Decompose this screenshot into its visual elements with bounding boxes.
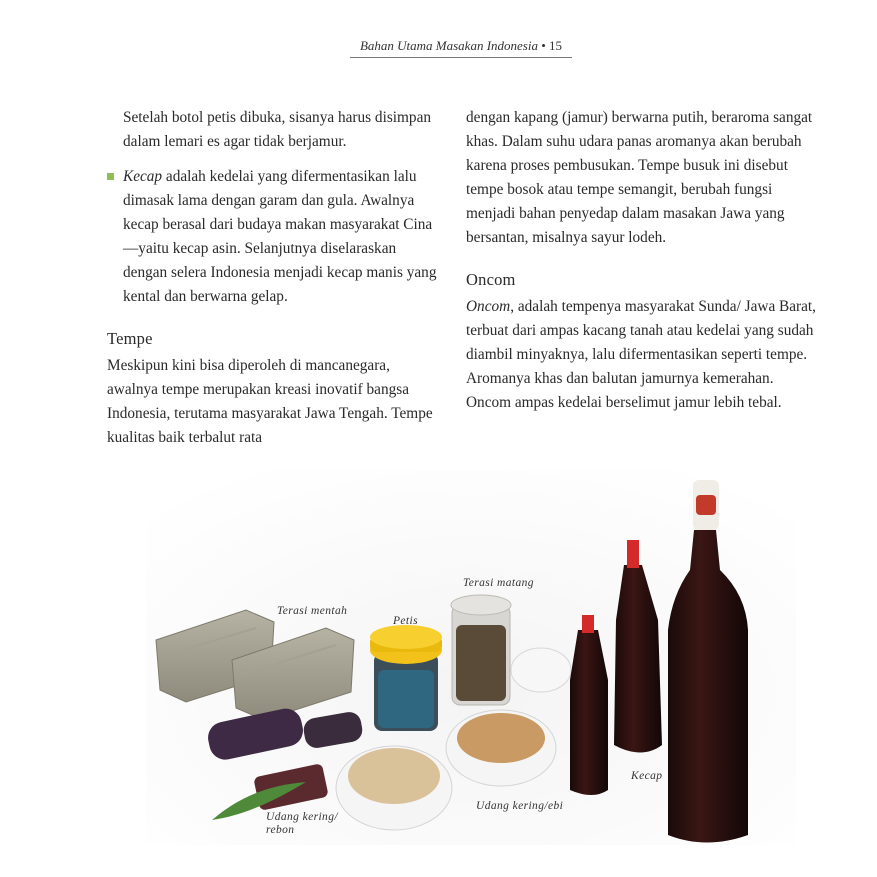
oncom-description: , adalah tempenya masyarakat Sunda/ Jawa Barat, terbuat dari ampas kacang tanah atau kedelai yang sudah diambil minyaknya, lalu difermentasikan seperti tempe. Aromanya khas dan balutan jamurnya kemerahan. Oncom ampas kedelai berselimut jamur lebih tebal. (466, 298, 817, 411)
caption-udang-rebon-line2: rebon (266, 824, 295, 836)
petis-jar (370, 625, 442, 731)
kecap-description: adalah kedelai yang difermentasikan lalu dimasak lama dengan garam dan gula. Awalnya kecap berasal dari budaya makan masyarakat Cina—yaitu kecap asin. Selanjutnya diselaraskan dengan selera Indonesia menjadi kecap manis yang kental dan berwarna gelap. (123, 168, 437, 305)
oncom-heading: Oncom (466, 270, 516, 289)
header-title: Bahan Utama Masakan Indonesia (359, 38, 538, 53)
caption-terasi-mentah: Terasi mentah (277, 605, 348, 617)
caption-udang-ebi: Udang kering/ebi (476, 800, 564, 812)
intro-paragraph: Setelah botol petis dibuka, sisanya harus disimpan dalam lemari es agar tidak berjamur. (123, 109, 432, 150)
tempe-paragraph: Meskipun kini bisa diperoleh di mancanegara, awalnya tempe merupakan kreasi inovatif bangsa Indonesia, terutama masyarakat Jawa Tengah. Tempe kualitas baik terbalut rata (107, 357, 433, 446)
udang-ebi-bowl (446, 710, 556, 786)
oncom-term: Oncom (466, 298, 511, 315)
tempe-heading: Tempe (107, 329, 153, 348)
ingredients-photo (146, 470, 796, 845)
tempe-continued-paragraph: dengan kapang (jamur) berwarna putih, beraroma sangat khas. Dalam suhu udara panas aromanya akan berubah karena proses pembusukan. Tempe busuk ini disebut tempe bosok atau tempe semangit, berubah fungsi menjadi bahan penyedap dalam masakan Jawa yang bersantan, misalnya sayur lodeh. (466, 109, 813, 246)
left-column (107, 106, 437, 450)
page-number: 15 (549, 38, 563, 53)
caption-udang-rebon (266, 811, 338, 837)
right-column (466, 106, 816, 415)
running-header (350, 38, 572, 58)
caption-kecap: Kecap (631, 770, 663, 782)
caption-terasi-matang: Terasi matang (463, 577, 534, 589)
square-bullet-icon (107, 173, 114, 180)
caption-petis: Petis (393, 615, 418, 627)
header-separator: • (537, 38, 550, 53)
oncom-paragraph (466, 295, 816, 415)
kecap-bullet-item (107, 165, 437, 309)
caption-udang-rebon-line1: Udang kering/ (266, 811, 338, 823)
udang-rebon-bowl (336, 746, 452, 830)
kecap-term: Kecap (123, 168, 163, 185)
